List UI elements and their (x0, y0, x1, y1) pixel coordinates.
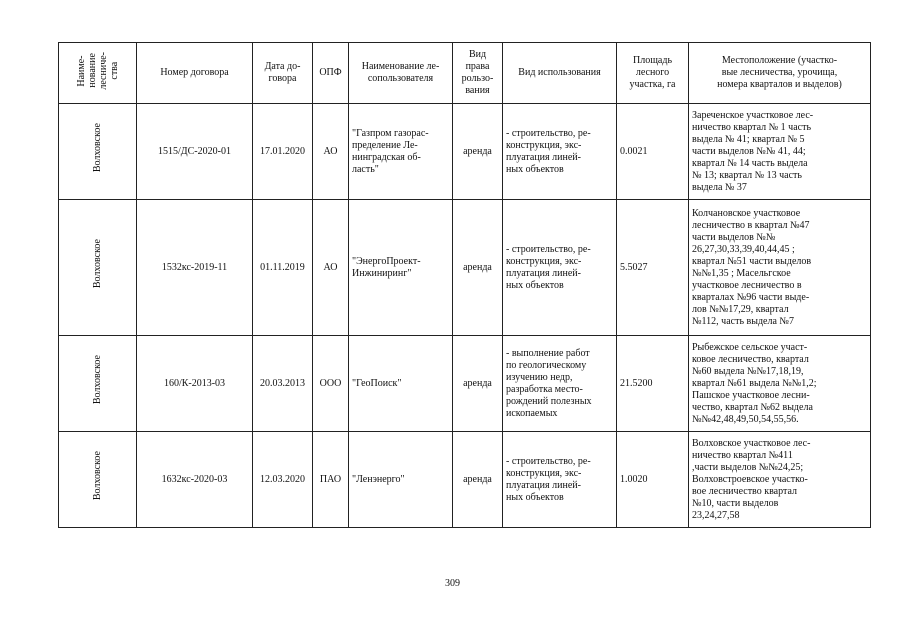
cell-location: Колчановское участковое лесничество в квартал №47 части выделов №№ 26,27,30,33,39,40,44,45 ; квартал №51 части выделов №№1,35 ; Масельгское участковое лесничество в кварталах №96 части выде- лов №№17,29, квартал №112, часть выдела №7 (689, 200, 871, 336)
cell-contract-no: 1532кс-2019-11 (137, 200, 253, 336)
forestry-name: Волховское (91, 238, 103, 289)
header-row (59, 43, 871, 104)
cell-opf: АО (313, 104, 349, 200)
cell-right-type: аренда (453, 336, 503, 432)
cell-contract-date: 17.01.2020 (253, 104, 313, 200)
cell-contract-no: 1632кс-2020-03 (137, 432, 253, 528)
header-forestry-label: Наиме- нование лесниче- ства (75, 52, 120, 90)
forestry-name: Волховское (91, 450, 103, 501)
table-row (59, 432, 871, 528)
forestry-name: Волховское (91, 354, 103, 405)
cell-use-type: - выполнение работ по геологическому изучению недр, разработка место- рождений полезных ископаемых (503, 336, 617, 432)
cell-contract-date: 01.11.2019 (253, 200, 313, 336)
cell-location: Рыбежское сельское участ- ковое лесничество, квартал №60 выдела №№17,18,19, квартал №61 выдела №№1,2; Пашское участковое лесни- чество, квартал №62 выдела №№42,48,49,50,54,55,56. (689, 336, 871, 432)
header-forestry (59, 43, 137, 104)
cell-opf: ПАО (313, 432, 349, 528)
table-row (59, 200, 871, 336)
cell-area: 21.5200 (617, 336, 689, 432)
header-right-type: Вид права pользо- вания (453, 43, 503, 104)
header-contract-no: Номер договора (137, 43, 253, 104)
cell-contract-no: 160/К-2013-03 (137, 336, 253, 432)
cell-location: Зареченское участковое лес- ничество квартал № 1 часть выдела № 41; квартал № 5 части выделов №№ 41, 44; квартал № 14 часть выдела № 13; квартал № 13 часть выдела № 37 (689, 104, 871, 200)
cell-right-type: аренда (453, 432, 503, 528)
cell-user-name: "ЭнергоПроект- Инжиниринг" (349, 200, 453, 336)
forestry-name: Волховское (91, 122, 103, 173)
cell-contract-date: 12.03.2020 (253, 432, 313, 528)
header-user-name: Наименование ле- сопользователя (349, 43, 453, 104)
header-location: Местоположение (участко- вые лесничества, урочища, номера кварталов и выделов) (689, 43, 871, 104)
cell-forestry (59, 104, 137, 200)
page-number: 309 (445, 578, 460, 589)
cell-opf: ООО (313, 336, 349, 432)
cell-opf: АО (313, 200, 349, 336)
cell-use-type: - строительство, ре- конструкция, экс- плуатация линей- ных объектов (503, 432, 617, 528)
cell-location: Волховское участковое лес- ничество квартал №411 ,части выделов №№24,25; Волховстроевское участко- вое лесничество квартал №10, части выделов 23,24,27,58 (689, 432, 871, 528)
cell-forestry (59, 336, 137, 432)
table-row (59, 336, 871, 432)
cell-right-type: аренда (453, 200, 503, 336)
cell-area: 1.0020 (617, 432, 689, 528)
forest-lease-table (58, 42, 871, 528)
cell-user-name: "Газпром газорас- пределение Ле- нинградская об- ласть" (349, 104, 453, 200)
header-opf: ОПФ (313, 43, 349, 104)
cell-contract-no: 1515/ДС-2020-01 (137, 104, 253, 200)
cell-area: 5.5027 (617, 200, 689, 336)
header-use-type: Вид использования (503, 43, 617, 104)
cell-use-type: - строительство, ре- конструкция, экс- плуатация линей- ных объектов (503, 200, 617, 336)
table-row (59, 104, 871, 200)
cell-use-type: - строительство, ре- конструкция, экс- плуатация линей- ных объектов (503, 104, 617, 200)
cell-user-name: "ГеоПоиск" (349, 336, 453, 432)
cell-forestry (59, 432, 137, 528)
cell-forestry (59, 200, 137, 336)
header-area: Площадь лесного участка, га (617, 43, 689, 104)
cell-contract-date: 20.03.2013 (253, 336, 313, 432)
cell-area: 0.0021 (617, 104, 689, 200)
cell-user-name: "Ленэнерго" (349, 432, 453, 528)
cell-right-type: аренда (453, 104, 503, 200)
header-contract-date: Дата до- говора (253, 43, 313, 104)
